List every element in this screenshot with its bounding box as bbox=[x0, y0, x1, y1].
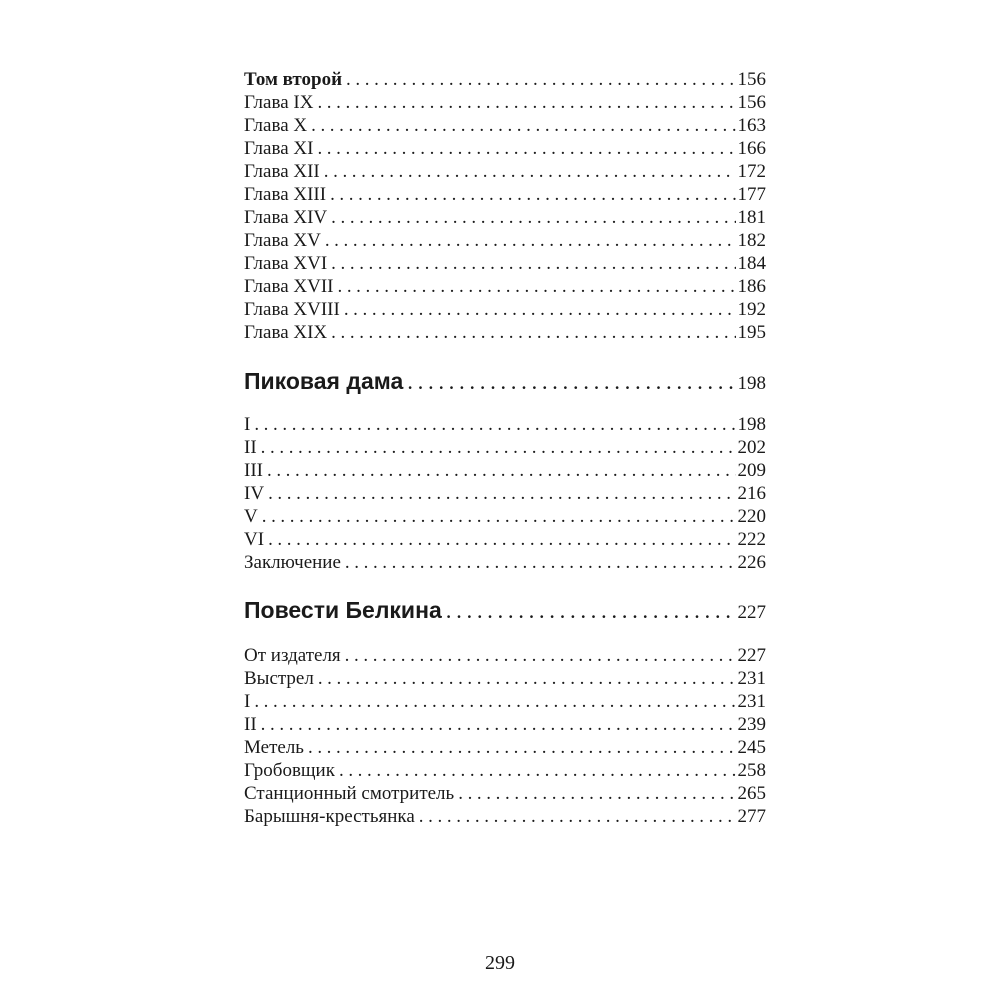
toc-entry-label: II bbox=[244, 714, 257, 735]
toc-entry-page: 163 bbox=[737, 115, 766, 136]
toc-entry-page: 177 bbox=[737, 184, 766, 205]
toc-entry-label: От издателя bbox=[244, 645, 341, 666]
toc-entry-label: Метель bbox=[244, 737, 304, 758]
toc-entry-page: 156 bbox=[737, 69, 766, 90]
toc-entry bbox=[244, 482, 766, 505]
toc-entry-page: 172 bbox=[737, 161, 766, 182]
dot-leader bbox=[346, 68, 735, 91]
toc-entry bbox=[244, 137, 766, 160]
toc-entry-label: Заключение bbox=[244, 552, 341, 573]
toc-entry-page: 195 bbox=[737, 322, 766, 343]
dot-leader bbox=[344, 298, 736, 321]
toc-section-pikovaya-dama bbox=[244, 366, 766, 396]
toc-entry-page: 209 bbox=[737, 460, 766, 481]
toc-entry bbox=[244, 459, 766, 482]
dot-leader bbox=[267, 459, 736, 482]
dot-leader bbox=[331, 321, 735, 344]
toc-entry bbox=[244, 275, 766, 298]
toc-entry-label: Станционный смотритель bbox=[244, 783, 455, 804]
toc-section-heading bbox=[244, 595, 766, 625]
toc-entry-page: 239 bbox=[737, 714, 766, 735]
dot-leader bbox=[317, 137, 735, 160]
dot-leader bbox=[458, 782, 735, 805]
toc-entry-label: Глава IX bbox=[244, 92, 314, 113]
dot-leader bbox=[407, 367, 735, 396]
toc-entry-label: Глава XIV bbox=[244, 207, 328, 228]
toc-section-povesti-belkina-entries bbox=[244, 644, 766, 828]
dot-leader bbox=[446, 596, 736, 625]
toc-entry bbox=[244, 413, 766, 436]
toc-entry-label: Глава XIX bbox=[244, 322, 328, 343]
dot-leader bbox=[261, 713, 736, 736]
toc-entry-label: I bbox=[244, 414, 251, 435]
toc-section-tom-vtoroy bbox=[244, 68, 766, 344]
dot-leader bbox=[262, 505, 736, 528]
toc-entry bbox=[244, 667, 766, 690]
toc-entry-page: 258 bbox=[737, 760, 766, 781]
toc-entry-label: Том второй bbox=[244, 69, 343, 90]
toc-entry-label: Глава XII bbox=[244, 161, 320, 182]
toc-entry-label: Глава XV bbox=[244, 230, 321, 251]
dot-leader bbox=[317, 91, 735, 114]
toc-entry-label: Глава XVI bbox=[244, 253, 328, 274]
toc-entry-label: Глава X bbox=[244, 115, 308, 136]
dot-leader bbox=[330, 183, 735, 206]
toc-entry bbox=[244, 805, 766, 828]
toc-entry bbox=[244, 114, 766, 137]
toc-entry-page: 184 bbox=[737, 253, 766, 274]
toc-entry bbox=[244, 91, 766, 114]
toc-entry-page: 222 bbox=[737, 529, 766, 550]
toc-entry-label: Гробовщик bbox=[244, 760, 335, 781]
toc-entry bbox=[244, 644, 766, 667]
toc-entry bbox=[244, 206, 766, 229]
toc-entry-page: 245 bbox=[737, 737, 766, 758]
toc-entry-page: 277 bbox=[737, 806, 766, 827]
dot-leader bbox=[324, 160, 736, 183]
dot-leader bbox=[308, 736, 736, 759]
toc-heading-page: 227 bbox=[737, 602, 766, 623]
dot-leader bbox=[261, 436, 736, 459]
dot-leader bbox=[419, 805, 736, 828]
toc-entry-label: IV bbox=[244, 483, 265, 504]
toc-entry-label: Глава XVII bbox=[244, 276, 334, 297]
toc-entry bbox=[244, 436, 766, 459]
dot-leader bbox=[345, 644, 736, 667]
toc-entry bbox=[244, 690, 766, 713]
toc-entry-page: 265 bbox=[737, 783, 766, 804]
dot-leader bbox=[311, 114, 735, 137]
toc-heading-label: Пиковая дама bbox=[244, 368, 404, 394]
toc-entry-label: II bbox=[244, 437, 257, 458]
toc-entry bbox=[244, 68, 766, 91]
dot-leader bbox=[325, 229, 736, 252]
toc-section-heading bbox=[244, 366, 766, 396]
toc-entry-label: Барышня-крестьянка bbox=[244, 806, 415, 827]
toc-entry-page: 220 bbox=[737, 506, 766, 527]
toc-entry-label: Глава XVIII bbox=[244, 299, 340, 320]
toc-entry bbox=[244, 160, 766, 183]
toc-entry bbox=[244, 759, 766, 782]
toc-entry bbox=[244, 528, 766, 551]
toc-entry bbox=[244, 183, 766, 206]
toc-entry-label: Выстрел bbox=[244, 668, 314, 689]
toc-entry-label: V bbox=[244, 506, 258, 527]
toc-entry-page: 198 bbox=[737, 414, 766, 435]
toc-section-povesti-belkina bbox=[244, 595, 766, 625]
dot-leader bbox=[331, 252, 735, 275]
toc-entry-page: 166 bbox=[737, 138, 766, 159]
toc-entry bbox=[244, 736, 766, 759]
toc-entry-page: 231 bbox=[737, 691, 766, 712]
dot-leader bbox=[254, 690, 735, 713]
toc-entry-label: VI bbox=[244, 529, 265, 550]
dot-leader bbox=[337, 275, 735, 298]
toc-entry-page: 231 bbox=[737, 668, 766, 689]
toc-heading-label: Повести Белкина bbox=[244, 597, 442, 623]
dot-leader bbox=[254, 413, 735, 436]
toc-entry-page: 156 bbox=[737, 92, 766, 113]
dot-leader bbox=[339, 759, 736, 782]
toc-entry-page: 216 bbox=[737, 483, 766, 504]
toc-entry-label: III bbox=[244, 460, 263, 481]
toc-entry bbox=[244, 505, 766, 528]
toc-entry bbox=[244, 298, 766, 321]
dot-leader bbox=[331, 206, 735, 229]
toc-entry-page: 186 bbox=[737, 276, 766, 297]
toc-entry-label: I bbox=[244, 691, 251, 712]
page-folio: 299 bbox=[485, 952, 515, 974]
toc-entry bbox=[244, 782, 766, 805]
toc-entry bbox=[244, 321, 766, 344]
dot-leader bbox=[268, 482, 735, 505]
toc-entry-page: 226 bbox=[737, 552, 766, 573]
dot-leader bbox=[268, 528, 735, 551]
dot-leader bbox=[318, 667, 736, 690]
toc-heading-page: 198 bbox=[737, 373, 766, 394]
toc-entry bbox=[244, 229, 766, 252]
toc-entry-label: Глава XIII bbox=[244, 184, 327, 205]
toc-entry bbox=[244, 252, 766, 275]
toc-entry bbox=[244, 713, 766, 736]
toc-entry-page: 227 bbox=[737, 645, 766, 666]
toc-entry-page: 182 bbox=[737, 230, 766, 251]
toc-section-pikovaya-dama-entries bbox=[244, 413, 766, 574]
toc-entry-page: 202 bbox=[737, 437, 766, 458]
toc-entry-label: Глава XI bbox=[244, 138, 314, 159]
toc-entry-page: 181 bbox=[737, 207, 766, 228]
toc-entry bbox=[244, 551, 766, 574]
toc-entry-page: 192 bbox=[737, 299, 766, 320]
dot-leader bbox=[345, 551, 736, 574]
